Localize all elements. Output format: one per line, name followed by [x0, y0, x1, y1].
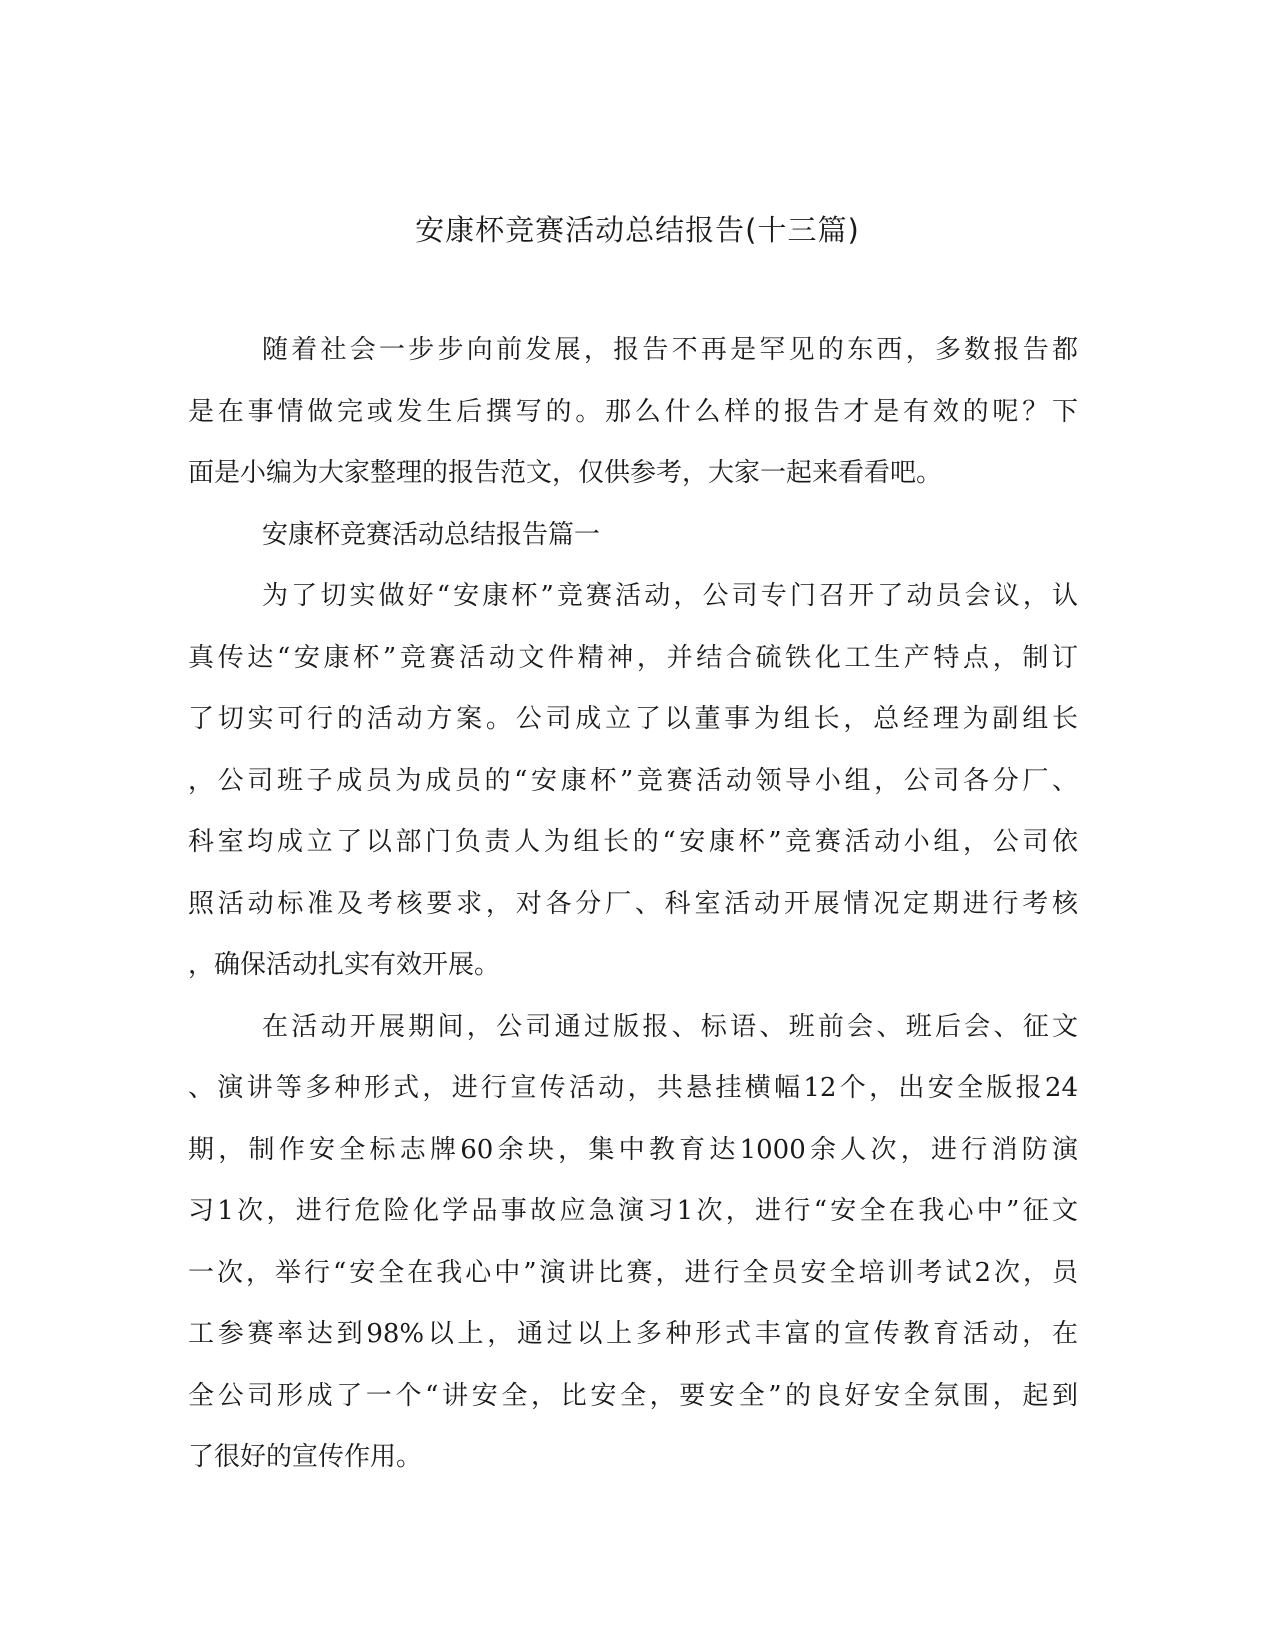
- body-text-line: 习1次，进行危险化学品事故应急演习1次，进行“安全在我心中”征文: [188, 1196, 1078, 1226]
- body-text-line: 在活动开展期间，公司通过版报、标语、班前会、班后会、征文: [262, 1011, 1078, 1042]
- body-text-line: 了切实可行的活动方案。公司成立了以董事为组长，总经理为副组长: [188, 704, 1078, 734]
- body-text-line: 安康杯竞赛活动总结报告篇一: [262, 519, 601, 550]
- body-text-line: 了很好的宣传作用。: [188, 1442, 423, 1472]
- body-text-line: 、演讲等多种形式，进行宣传活动，共悬挂横幅12个，出安全版报24: [188, 1073, 1078, 1103]
- body-text-line: 真传达“安康杯”竞赛活动文件精神，并结合硫铁化工生产特点，制订: [188, 642, 1078, 673]
- body-text-line: 工参赛率达到98%以上，通过以上多种形式丰富的宣传教育活动，在: [188, 1319, 1078, 1349]
- body-text-line: 随着社会一步步向前发展，报告不再是罕见的东西，多数报告都: [262, 335, 1078, 365]
- body-text-line: ，公司班子成员为成员的“安康杯”竞赛活动领导小组，公司各分厂、: [188, 765, 1078, 796]
- document-title: 安康杯竞赛活动总结报告(十三篇): [415, 213, 860, 247]
- body-text-line: 全公司形成了一个“讲安全，比安全，要安全”的良好安全氛围，起到: [188, 1380, 1078, 1411]
- body-text-line: 照活动标准及考核要求，对各分厂、科室活动开展情况定期进行考核: [188, 888, 1078, 919]
- body-text-line: 期，制作安全标志牌60余块，集中教育达1000余人次，进行消防演: [188, 1134, 1078, 1165]
- body-text-line: 一次，举行“安全在我心中”演讲比赛，进行全员安全培训考试2次，员: [188, 1257, 1078, 1288]
- document-body: [188, 330, 1078, 1499]
- body-text-line: 科室均成立了以部门负责人为组长的“安康杯”竞赛活动小组，公司依: [188, 827, 1078, 857]
- body-text-line: 面是小编为大家整理的报告范文，仅供参考，大家一起来看看吧。: [188, 458, 943, 488]
- body-text-line: 是在事情做完或发生后撰写的。那么什么样的报告才是有效的呢？下: [188, 396, 1078, 427]
- body-text-line: 为了切实做好“安康杯”竞赛活动，公司专门召开了动员会议，认: [262, 581, 1078, 611]
- body-text-line: ，确保活动扎实有效开展。: [188, 950, 501, 980]
